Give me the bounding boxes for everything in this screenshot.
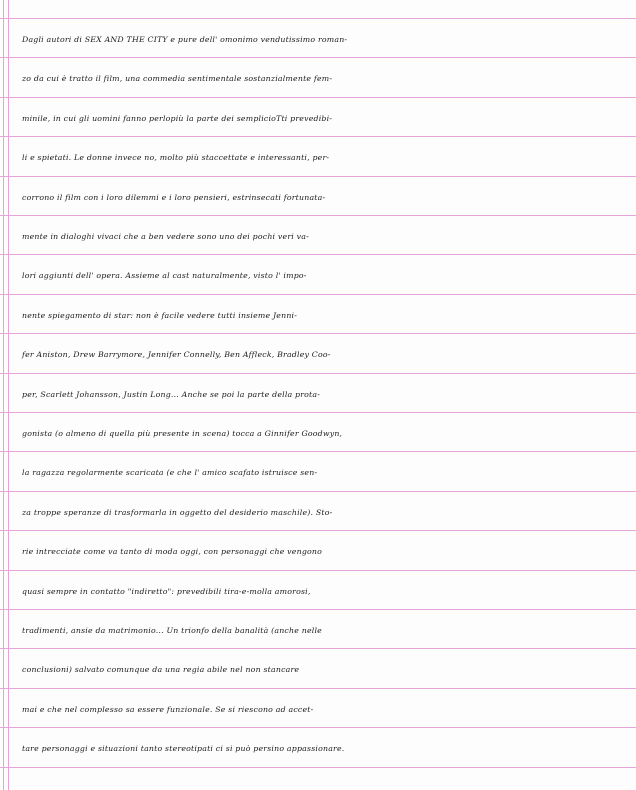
text-line: quasi sempre in contatto "indiretto": prevedibili tira-e-molla amorosi, [22, 587, 311, 596]
ruled-line [0, 57, 636, 58]
ruled-line [0, 254, 636, 255]
text-line: nente spiegamento di star: non è facile vedere tutti insieme Jenni- [22, 311, 298, 320]
ruled-line [0, 688, 636, 689]
ruled-line [0, 609, 636, 610]
ruled-line [0, 176, 636, 177]
text-line: conclusioni) salvato comunque da una regia abile nel non stancare [22, 665, 300, 674]
text-line: lori aggiunti dell' opera. Assieme al cast naturalmente, visto l' impo- [22, 271, 307, 280]
ruled-line [0, 491, 636, 492]
text-line: rie intrecciate come va tanto di moda oggi, con personaggi che vengono [22, 547, 323, 556]
text-line: tare personaggi e situazioni tanto stereotipati ci si può persino appassionare. [22, 744, 345, 753]
text-line: tradimenti, ansie da matrimonio... Un trionfo della banalità (anche nelle [22, 626, 322, 635]
text-line: per, Scarlett Johansson, Justin Long... Anche se poi la parte della prota- [22, 390, 321, 399]
ruled-line [0, 451, 636, 452]
text-line: corrono il film con i loro dilemmi e i loro pensieri, estrinsecati fortunata- [22, 193, 326, 202]
text-line: za troppe speranze di trasformarla in oggetto del desiderio maschile). Sto- [22, 508, 333, 517]
text-line: zo da cui è tratto il film, una commedia sentimentale sostanzialmente fem- [22, 74, 333, 83]
ruled-line [0, 136, 636, 137]
ruled-line [0, 570, 636, 571]
left-margin-line-inner [8, 0, 9, 790]
text-line: Dagli autori di SEX AND THE CITY e pure dell' omonimo vendutissimo roman- [22, 35, 348, 44]
ruled-line [0, 412, 636, 413]
ruled-line [0, 97, 636, 98]
ruled-line [0, 530, 636, 531]
text-line: fer Aniston, Drew Barrymore, Jennifer Connelly, Ben Affleck, Bradley Coo- [22, 350, 331, 359]
text-line: li e spietati. Le donne invece no, molto più staccettate e interessanti, per- [22, 153, 330, 162]
ruled-line [0, 215, 636, 216]
ruled-line [0, 333, 636, 334]
text-line: minile, in cui gli uomini fanno perlopiù la parte dei semplicioTti prevedibi- [22, 114, 333, 123]
ruled-line [0, 727, 636, 728]
ruled-line [0, 373, 636, 374]
text-line: gonista (o almeno di quella più presente in scena) tocca a Ginnifer Goodwyn, [22, 429, 343, 438]
ruled-line [0, 648, 636, 649]
text-line: mente in dialoghi vivaci che a ben vedere sono uno dei pochi veri va- [22, 232, 309, 241]
ruled-line [0, 767, 636, 768]
text-line: la ragazza regolarmente scaricata (e che l' amico scafato istruisce sen- [22, 468, 318, 477]
ruled-line [0, 18, 636, 19]
ruled-line [0, 294, 636, 295]
left-margin-line [3, 0, 4, 790]
text-line: mai e che nel complesso sa essere funzionale. Se si riescono ad accet- [22, 705, 314, 714]
